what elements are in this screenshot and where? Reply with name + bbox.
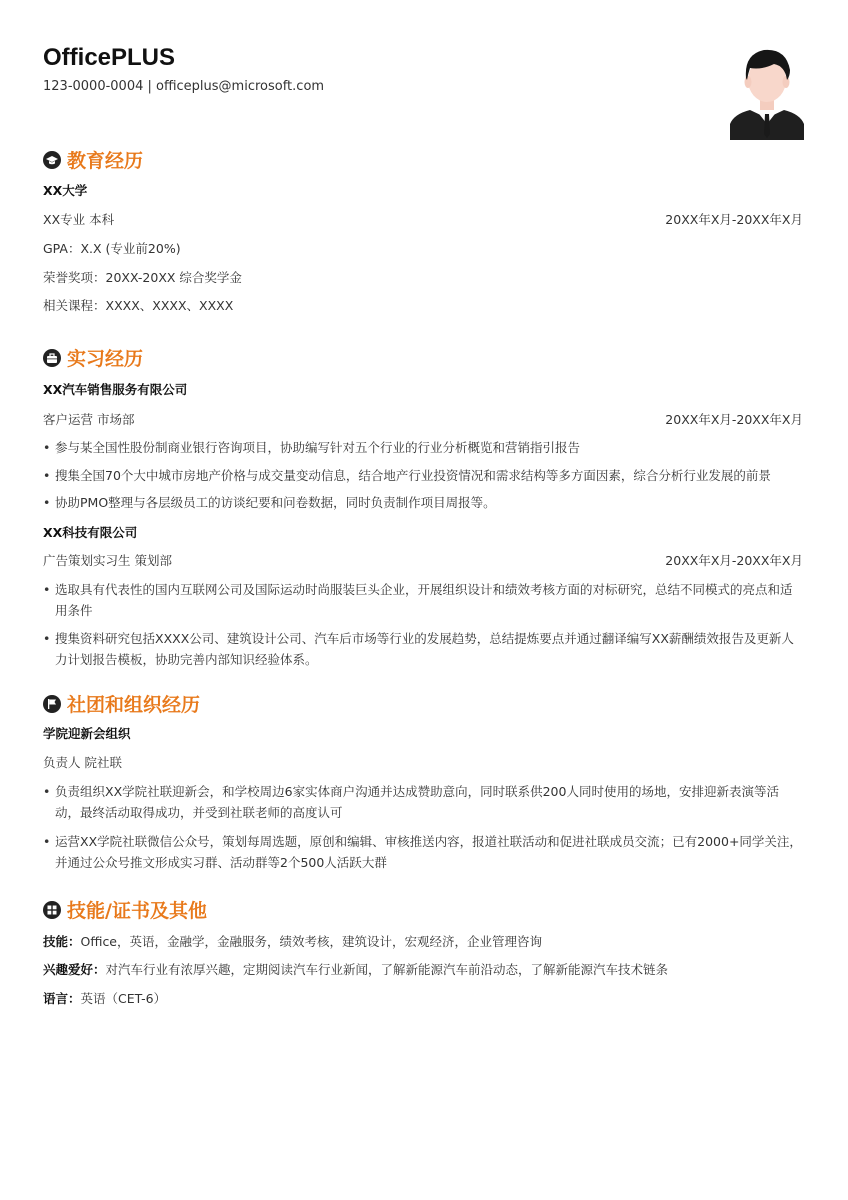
list-item: • 参与某全国性股份制商业银行咨询项目，协助编写针对五个行业的行业分析概览和营销指引报告: [43, 440, 581, 455]
education-title-text: 教育经历: [67, 150, 144, 172]
internship-section-title: [43, 344, 143, 371]
grid-icon: [43, 901, 61, 919]
job-date: 20XX年X月-20XX年X月: [665, 412, 803, 427]
job-role: 客户运营 市场部: [43, 412, 135, 427]
education-courses: 相关课程：XXXX、XXXX、XXXX: [43, 298, 234, 313]
list-item: • 负责组织XX学院社联迎新会，和学校周边6家实体商户沟通并达成赞助意向，同时联系供200人同时使用的场地，安排迎新表演等活动，最终活动取得成功，并受到社联老师的高度认可: [43, 784, 779, 820]
skills-line: 技能：Office，英语，金融学，金融服务，绩效考核，建筑设计，宏观经济，企业管理咨询: [43, 934, 543, 949]
list-item: • 搜集资料研究包括XXXX公司、建筑设计公司、汽车后市场等行业的发展趋势，总结提炼要点并通过翻译编写XX薪酬绩效报告及更新人力计划报告模板，协助完善内部知识经验体系。: [43, 631, 794, 667]
education-major: XX专业 本科: [43, 212, 115, 227]
list-item: • 协助PMO整理与各层级员工的访谈纪要和问卷数据，同时负责制作项目周报等。: [43, 495, 496, 510]
school-name: XX大学: [43, 183, 88, 198]
candidate-name: OfficePLUS: [43, 44, 176, 71]
internship-title-text: 实习经历: [67, 348, 144, 370]
language-line: 语言：英语（CET-6）: [43, 991, 167, 1006]
company-name: XX汽车销售服务有限公司: [43, 382, 188, 397]
list-item: • 搜集全国70个大中城市房地产价格与成交量变动信息，结合地产行业投资情况和需求结构等多方面因素，综合分析行业发展的前景: [43, 468, 771, 483]
list-item: • 选取具有代表性的国内互联网公司及国际运动时尚服装巨头企业，开展组织设计和绩效考核方面的对标研究，总结不同模式的亮点和适用条件: [43, 582, 793, 618]
org-name: 学院迎新会组织: [43, 726, 131, 741]
list-item: • 运营XX学院社联微信公众号，策划每周选题，原创和编辑、审核推送内容，报道社联活动和促进社联成员交流；已有2000+同学关注，并通过公众号推文形成实习群、活动群等2个500人活跃大群: [43, 834, 802, 870]
education-date: 20XX年X月-20XX年X月: [665, 212, 803, 227]
education-honors: 荣誉奖项：20XX-20XX 综合奖学金: [43, 270, 242, 285]
club-role: 负责人 院社联: [43, 755, 122, 770]
hobby-line: 兴趣爱好：对汽车行业有浓厚兴趣，定期阅读汽车行业新闻，了解新能源汽车前沿动态，了解新能源汽车技术链条: [43, 962, 669, 977]
clubs-section-title: [43, 690, 200, 717]
briefcase-icon: [43, 349, 61, 367]
clubs-title-text: 社团和组织经历: [67, 694, 201, 716]
education-gpa: GPA：X.X (专业前20%): [43, 241, 181, 256]
avatar: [730, 44, 804, 140]
job-role: 广告策划实习生 策划部: [43, 553, 172, 568]
contact-info: 123-0000-0004 | officeplus@microsoft.com: [43, 79, 325, 94]
skills-title-text: 技能/证书及其他: [67, 900, 207, 922]
company-name: XX科技有限公司: [43, 525, 138, 540]
education-section-title: [43, 146, 143, 173]
job-date: 20XX年X月-20XX年X月: [665, 553, 803, 568]
graduation-cap-icon: [43, 151, 61, 169]
flag-icon: [43, 695, 61, 713]
skills-section-title: [43, 896, 207, 923]
